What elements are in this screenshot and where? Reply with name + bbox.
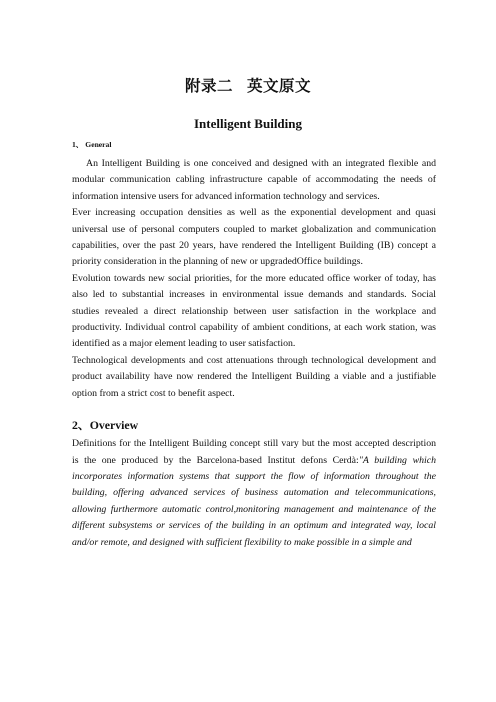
definition-quote: "A building which incorporates information systems that support the flow of information throughout the building, offering advanced services of business automation and telecommunications, allowing furthermore automatic control,monitoring management and maintenance of the different subsystems or services of the building in an optimum and integrated way, local and/or remote, and designed with sufficient flexibility to make possible in a simple and	[72, 454, 436, 548]
section-1-paragraph-4: Technological developments and cost attenuations through technological development and product availability have now rendered the Intelligent Building a viable and a justifiable option from a strict cost to benefit aspect.	[72, 354, 436, 399]
section-2-heading: 2、Overview	[72, 418, 139, 433]
section-2-paragraph-1	[72, 436, 436, 551]
section-1-paragraph-2: Ever increasing occupation densities as well as the exponential development and quasi universal use of personal computers coupled to market globalization and communication capabilities, over the past 20 years, have rendered the Intelligent Building (IB) concept a priority consideration in the planning of new or upgradedOffice buildings.	[72, 207, 436, 268]
document-body	[72, 139, 436, 551]
document-title: Intelligent Building	[194, 116, 302, 131]
appendix-subtitle: 英文原文	[247, 77, 312, 95]
section-1-paragraph-3: Evolution towards new social priorities, for the more educated office worker of today, has also led to substantial increases in environmental issue demands and standards. Social studies revealed a direct relationship between user satisfaction in the workplace and productivity. Individual control capability of ambient conditions, at each work station, was identified as a major element leading to user satisfaction.	[72, 272, 436, 350]
section-1-paragraph-1: An Intelligent Building is one conceived and designed with an integrated flexible and modular communication cabling infrastructure capable of accommodating the needs of information intensive users for advanced information technology and services.	[72, 158, 436, 202]
appendix-title	[0, 74, 496, 96]
appendix-label: 附录二	[184, 77, 233, 95]
section-2-intro: Definitions for the Intelligent Building concept still vary but the most accepted description is the one produced by the Barcelona-based Institut defons Cerdà:	[72, 438, 436, 466]
section-1-heading: 1、 General	[72, 140, 112, 149]
